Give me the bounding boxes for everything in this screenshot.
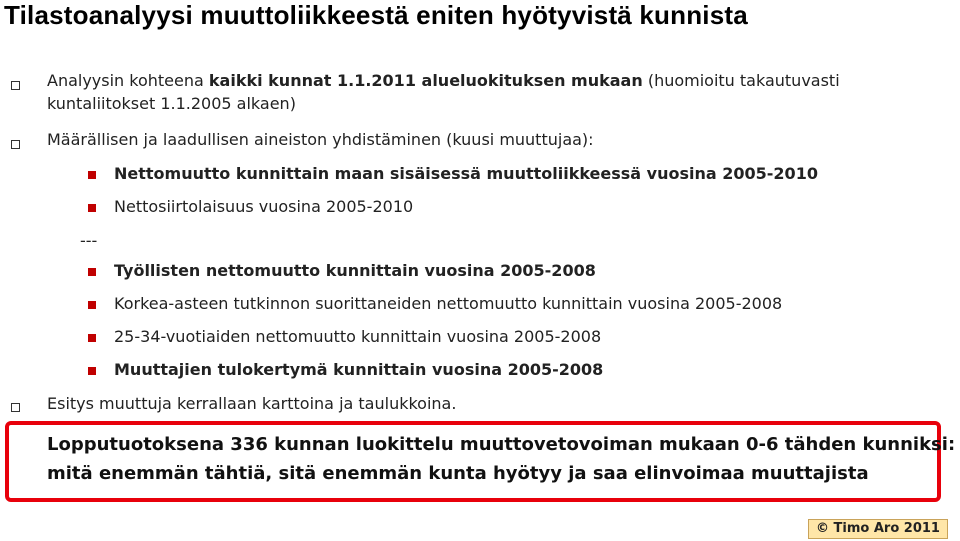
bullet1-text-a: Analyysin kohteena	[47, 71, 209, 90]
bullet-analysis-scope	[47, 70, 840, 92]
separator-dashes: ---	[80, 231, 98, 250]
highlight-line1: Lopputuotoksena 336 kunnan luokittelu muuttovetovoiman mukaan 0-6 tähden kunniksi:	[47, 434, 956, 455]
hollow-square-bullet-icon	[11, 403, 20, 412]
bullet1-line2: kuntaliitokset 1.1.2005 alkaen)	[47, 94, 296, 113]
red-square-bullet-icon	[88, 204, 96, 212]
red-square-bullet-icon	[88, 171, 96, 179]
sub-item-net-immigration: Nettosiirtolaisuus vuosina 2005-2010	[114, 197, 414, 216]
red-square-bullet-icon	[88, 301, 96, 309]
sub-item-higher-education-migration: Korkea-asteen tutkinnon suorittaneiden nettomuutto kunnittain vuosina 2005-2008	[114, 294, 783, 313]
bullet1-text-b: (huomioitu takautuvasti	[642, 71, 840, 90]
sub-item-income-accumulation: Muuttajien tulokertymä kunnittain vuosina 2005-2008	[114, 360, 604, 379]
sub-item-age-25-34-migration: 25-34-vuotiaiden nettomuutto kunnittain vuosina 2005-2008	[114, 327, 602, 346]
slide-title: Tilastoanalyysi muuttoliikkeestä eniten hyötyvistä kunnista	[4, 0, 748, 30]
red-square-bullet-icon	[88, 334, 96, 342]
bullet2-text-a: Määrällisen ja laadullisen aineiston yhdistäminen	[47, 130, 442, 149]
copyright-badge: © Timo Aro 2011	[808, 519, 948, 539]
sub-item-internal-migration: Nettomuutto kunnittain maan sisäisessä muuttoliikkeessä vuosina 2005-2010	[114, 164, 818, 183]
highlight-line2: mitä enemmän tähtiä, sitä enemmän kunta hyötyy ja saa elinvoimaa muuttajista	[47, 463, 869, 484]
hollow-square-bullet-icon	[11, 140, 20, 149]
bullet2-text-b: (kuusi muuttujaa):	[441, 130, 594, 149]
hollow-square-bullet-icon	[11, 81, 20, 90]
red-square-bullet-icon	[88, 268, 96, 276]
bullet-presentation: Esitys muuttuja kerrallaan karttoina ja taulukkoina.	[47, 394, 457, 413]
bullet1-bold: kaikki kunnat 1.1.2011 alueluokituksen mukaan	[208, 71, 643, 90]
bullet-data-combination	[47, 129, 594, 151]
red-square-bullet-icon	[88, 367, 96, 375]
sub-item-employed-migration: Työllisten nettomuutto kunnittain vuosina 2005-2008	[114, 261, 596, 280]
